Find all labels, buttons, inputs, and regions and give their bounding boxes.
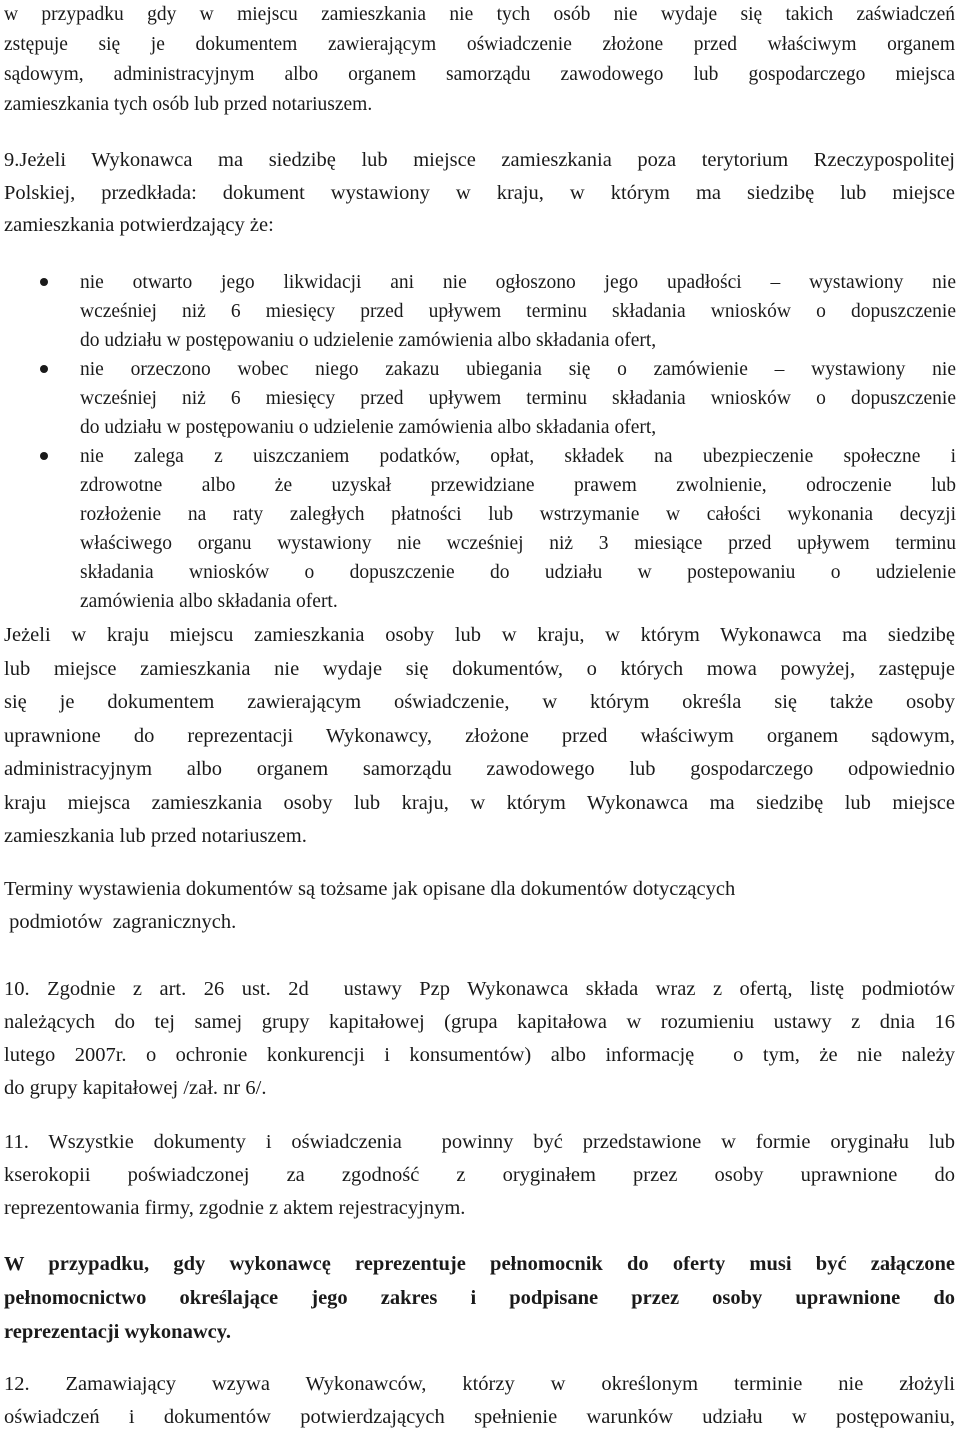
text-line: do udziału w postępowaniu o udzielenie zamówienia albo składania ofert, [80, 417, 657, 438]
text-line: zamieszkania lub przed notariuszem. [4, 825, 307, 847]
bullet-list [40, 268, 956, 616]
text-line: uprawnione do reprezentacji Wykonawcy, złożone przed właściwym organem sądowym, [4, 724, 955, 747]
text-line: kserokopii poświadczonej za zgodność z oryginałem przez osoby uprawnione do [4, 1164, 955, 1186]
paragraph-foreign-substitute [4, 619, 955, 854]
text-line: podmiotów zagranicznych. [4, 910, 237, 933]
paragraph-11 [4, 1126, 955, 1225]
bullet-icon [40, 278, 48, 286]
text-line: 12. Zamawiający wzywa Wykonawców, którzy w określonym terminie nie złożyli [4, 1373, 955, 1395]
text-line: rozłożenie na raty zaległych płatności lub wstrzymanie w całości wykonania decyzji [80, 504, 956, 525]
text-line: oświadczeń i dokumentów potwierdzających spełnienie warunków udziału w postępowaniu, [4, 1406, 955, 1428]
text-line: Jeżeli w kraju miejscu zamieszkania osoby lub w kraju, w którym Wykonawca ma siedzibę [4, 624, 955, 646]
text-line: nie orzeczono wobec niego zakazu ubiegania się o zamówienie – wystawiony nie [80, 359, 956, 380]
text-line: kraju miejsca zamieszkania osoby lub kraju, w którym Wykonawca ma siedzibę lub miejsce [4, 791, 955, 814]
paragraph-power-of-attorney [4, 1247, 955, 1349]
text-line: zamówienia albo składania ofert. [80, 591, 338, 612]
text-line: administracyjnym albo organem samorządu zawodowego lub gospodarczego odpowiednio [4, 758, 955, 780]
text-line: zamieszkania tych osób lub przed notariuszem. [4, 94, 373, 115]
text-line: 11. Wszystkie dokumenty i oświadczenia powinny być przedstawione w formie oryginału lub [4, 1131, 955, 1153]
text-line: reprezentacji wykonawcy. [4, 1321, 231, 1343]
text-line: składania wniosków o dopuszczenie do udziału w postepowaniu o udzielenie [80, 562, 956, 583]
text-line: 10. Zgodnie z art. 26 ust. 2d ustawy Pzp Wykonawca składa wraz z ofertą, listę podmiotów [4, 978, 955, 1000]
paragraph-10 [4, 973, 955, 1105]
text-line: Terminy wystawienia dokumentów są tożsame jak opisane dla dokumentów dotyczących [4, 878, 736, 900]
text-line: lub miejsce zamieszkania nie wydaje się dokumentów, o których mowa powyżej, zastępuje [4, 657, 955, 680]
text-line: do udziału w postępowaniu o udzielenie zamówienia albo składania ofert, [80, 330, 657, 351]
text-line: pełnomocnictwo określające jego zakres i podpisane przez osoby uprawnione do [4, 1287, 955, 1309]
text-line: zstępuje się je dokumentem zawierającym oświadczenie złożone przed właściwym organem [4, 34, 955, 55]
text-line: lutego 2007r. o ochronie konkurencji i konsumentów) albo informację o tym, że nie należy [4, 1044, 955, 1066]
text-line: w przypadku gdy w miejscu zamieszkania nie tych osób nie wydaje się takich zaświadczeń [4, 4, 955, 25]
text-line: wcześniej niż 6 miesięcy przed upływem terminu składania wniosków o dopuszczenie [80, 301, 956, 322]
text-line: 9.Jeżeli Wykonawca ma siedzibę lub miejsce zamieszkania poza terytorium Rzeczypospolitej [4, 149, 955, 171]
paragraph-terms [4, 873, 955, 938]
text-line: nie zalega z uiszczaniem podatków, opłat, składek na ubezpieczenie społeczne i [80, 446, 956, 467]
list-item [40, 442, 956, 616]
bullet-icon [40, 365, 48, 373]
text-line: się je dokumentem zawierającym oświadczenie, w którym określa się także osoby [4, 691, 955, 713]
text-line: Polskiej, przedkłada: dokument wystawiony w kraju, w którym ma siedzibę lub miejsce [4, 181, 955, 204]
text-line: nie otwarto jego likwidacji ani nie ogłoszono jego upadłości – wystawiony nie [80, 272, 956, 293]
text-line: zdrowotne albo że uzyskał przewidziane prawem zwolnienie, odroczenie lub [80, 475, 956, 496]
text-line: reprezentowania firmy, zgodnie z aktem rejestracyjnym. [4, 1197, 466, 1219]
text-line: W przypadku, gdy wykonawcę reprezentuje pełnomocnik do oferty musi być załączone [4, 1253, 955, 1275]
list-item [40, 268, 956, 355]
list-item [40, 355, 956, 442]
paragraph-9 [4, 144, 955, 242]
paragraph-intro [4, 0, 955, 120]
paragraph-12 [4, 1368, 955, 1434]
text-line: wcześniej niż 6 miesięcy przed upływem terminu składania wniosków o dopuszczenie [80, 388, 956, 409]
text-line: sądowym, administracyjnym albo organem samorządu zawodowego lub gospodarczego miejsca [4, 64, 955, 85]
text-line: należących do tej samej grupy kapitałowej (grupa kapitałowa w rozumieniu ustawy z dnia 16 [4, 1011, 955, 1033]
text-line: do grupy kapitałowej /zał. nr 6/. [4, 1077, 267, 1099]
bullet-icon [40, 452, 48, 460]
text-line: zamieszkania potwierdzający że: [4, 214, 274, 236]
text-line: właściwego organu wystawiony nie wcześniej niż 3 miesiące przed upływem terminu [80, 533, 956, 554]
